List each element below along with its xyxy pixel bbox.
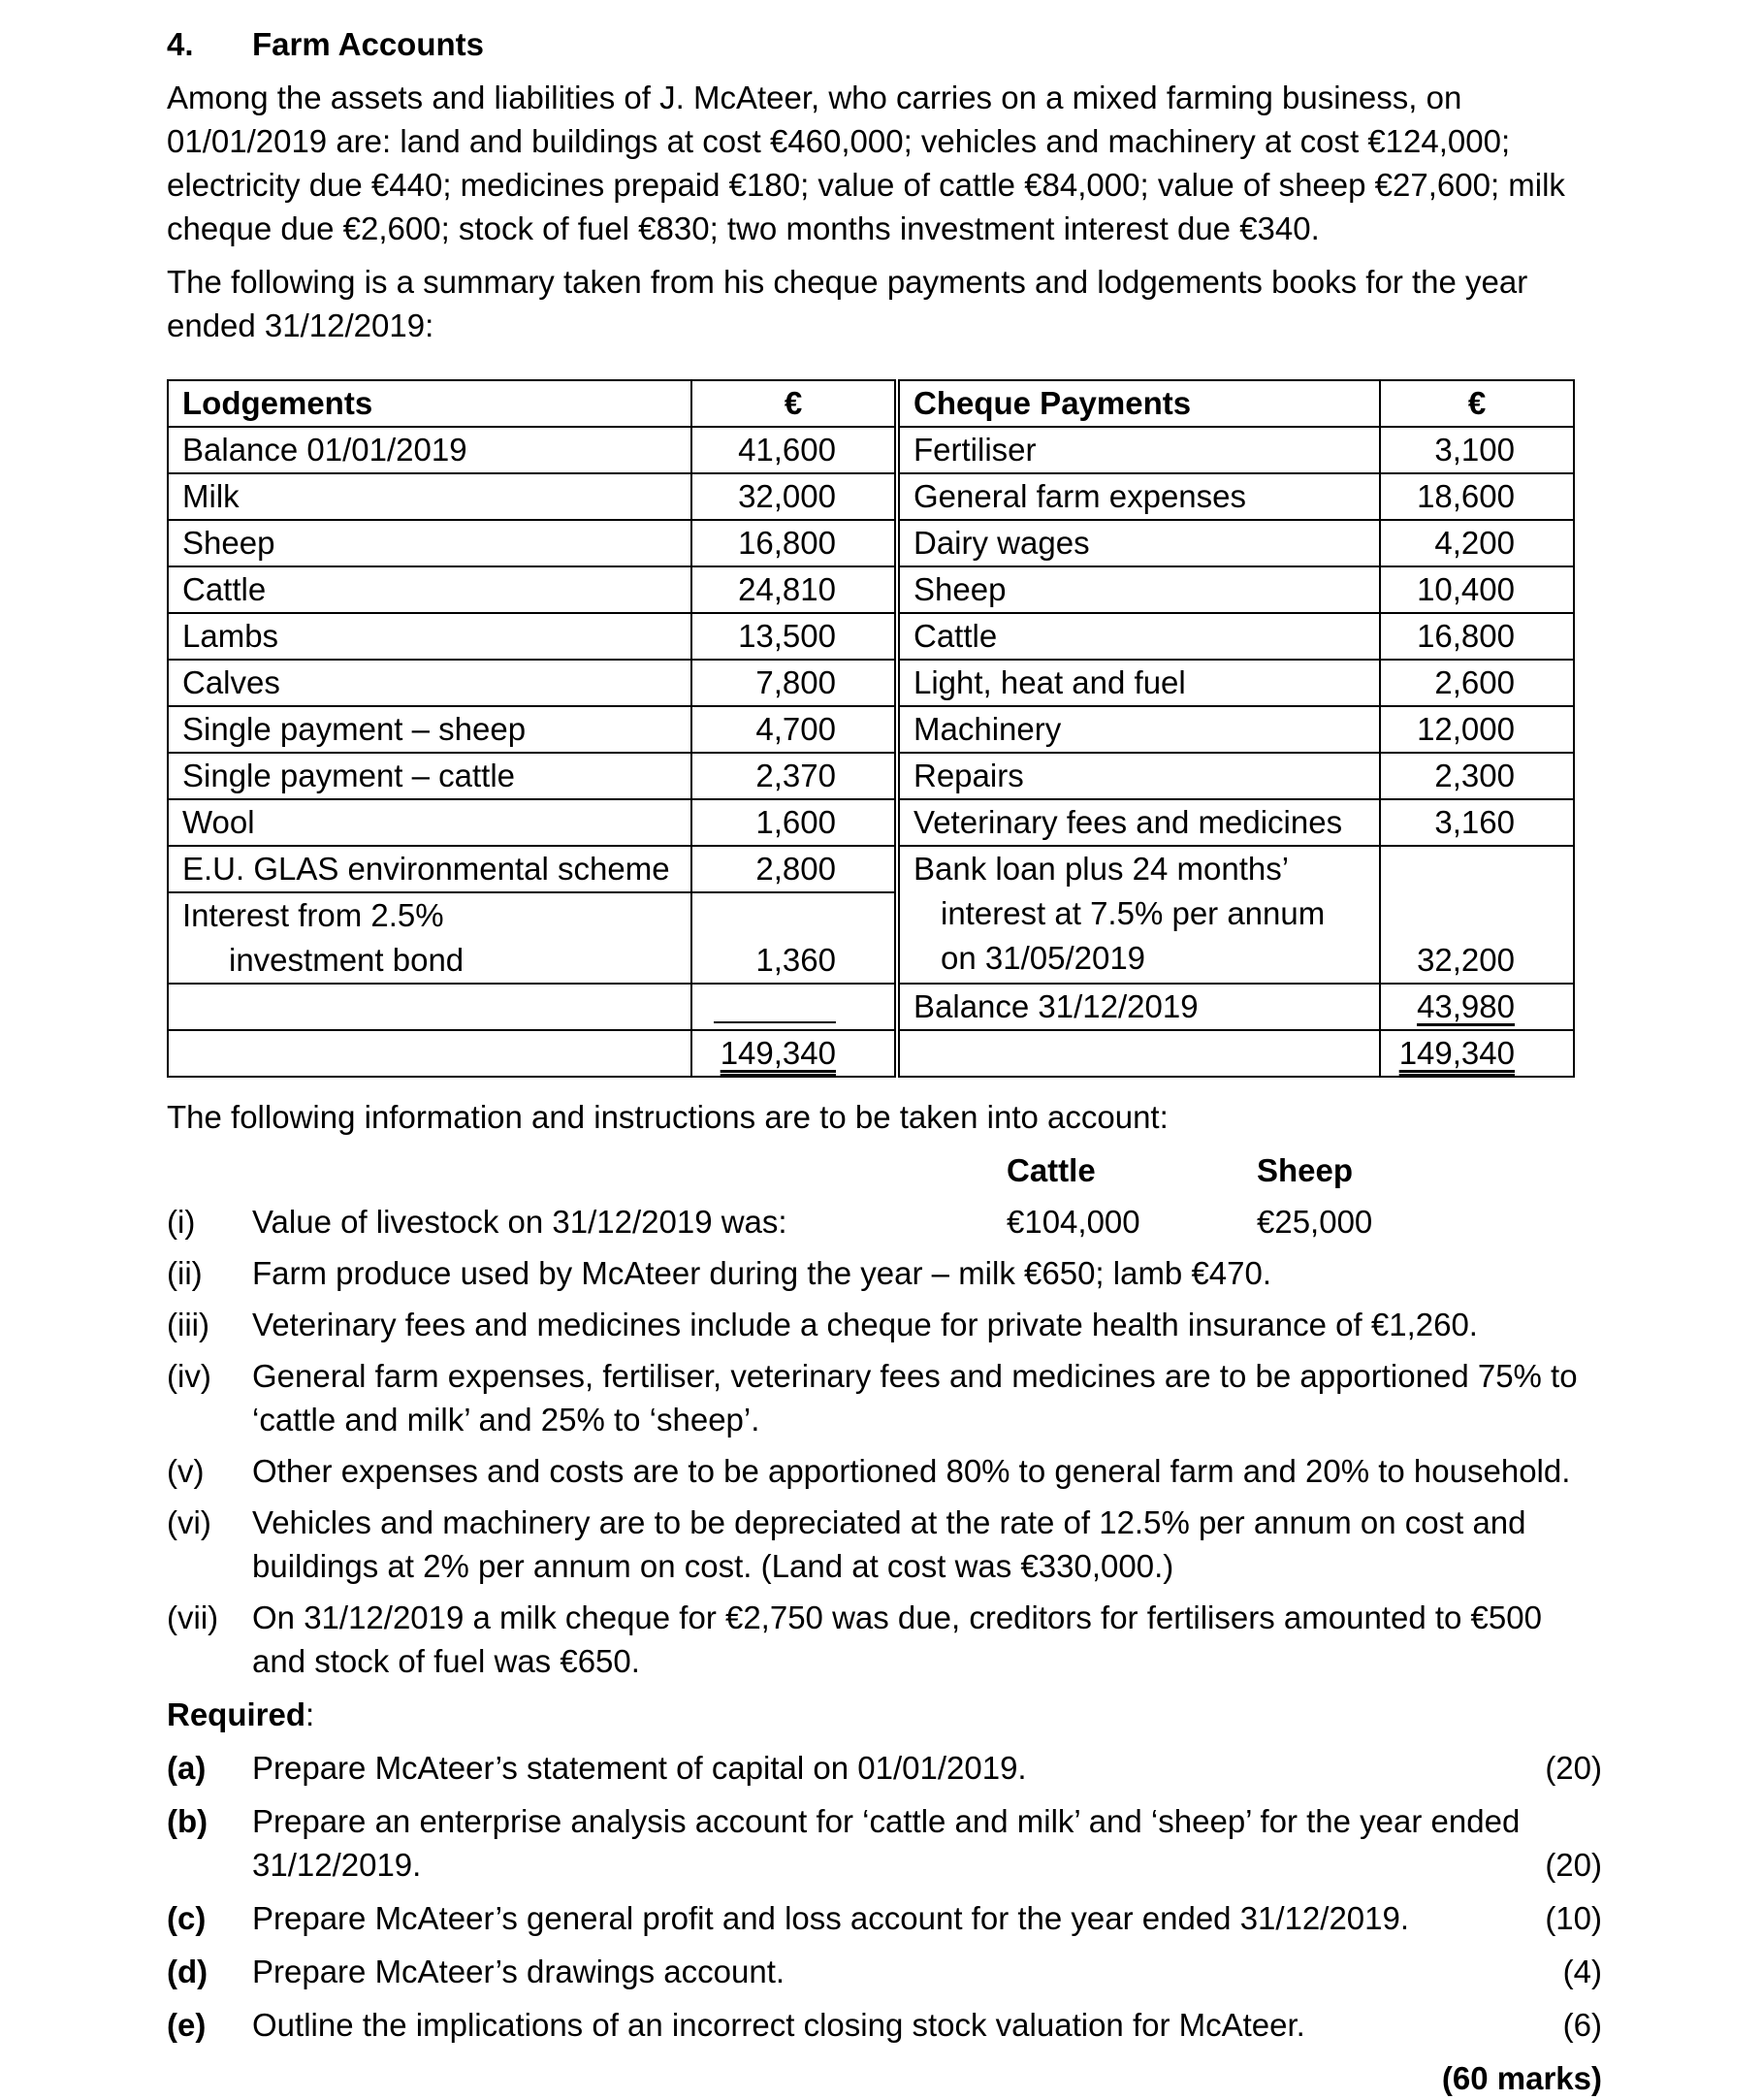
bank-loan-line-1: Bank loan plus 24 months’ — [914, 851, 1290, 887]
payment-label: Repairs — [897, 753, 1380, 799]
payment-amount: 16,800 — [1380, 613, 1574, 660]
req-label: (c) — [167, 1900, 207, 1936]
req-text: Prepare McAteer’s statement of capital on 01/01/2019. — [252, 1750, 1027, 1786]
item-label: (iii) — [167, 1307, 209, 1342]
interest-line-1: Interest from 2.5% — [182, 897, 444, 933]
livestock-headers — [167, 1148, 1602, 1192]
lodgements-payments-table — [167, 379, 1575, 1078]
lodgement-label: Cattle — [168, 566, 691, 613]
intro-paragraph: Among the assets and liabilities of J. McAteer, who carries on a mixed farming business, on 01/01/2019 are: land and buildings at cost €460,000; vehicles and machinery at cost €124,000; electricity due €440; medicines prepaid €180; value of cattle €84,000; value of sheep €27,600; milk cheque due €2,600; stock of fuel €830; two months investment interest due €340. — [167, 80, 1565, 246]
intro-paragraph-2: The following is a summary taken from his cheque payments and lodgements books for the year ended 31/12/2019: — [167, 264, 1528, 343]
lodgement-amount: 13,500 — [691, 613, 897, 660]
interest-cell — [168, 892, 691, 984]
item-label: (vii) — [167, 1599, 219, 1635]
question-title — [167, 19, 1602, 68]
lodgement-amount: 7,800 — [691, 660, 897, 706]
payment-label: Light, heat and fuel — [897, 660, 1380, 706]
question-heading: Farm Accounts — [252, 25, 484, 62]
list-item — [167, 1449, 1602, 1493]
lodgement-amount: 2,370 — [691, 753, 897, 799]
table-row — [168, 427, 1574, 473]
table-row — [168, 753, 1574, 799]
lodgements-header: Lodgements — [168, 380, 691, 427]
question-page — [167, 19, 1602, 2100]
item-label: (i) — [167, 1204, 196, 1240]
list-item — [167, 1354, 1602, 1441]
payment-amount: 4,200 — [1380, 520, 1574, 566]
payment-label: Veterinary fees and medicines — [897, 799, 1380, 846]
item-text: Value of livestock on 31/12/2019 was: — [252, 1204, 787, 1240]
req-marks: (20) — [1545, 1847, 1602, 1883]
lodgement-label: E.U. GLAS environmental scheme — [168, 846, 691, 892]
payment-label: Sheep — [897, 566, 1380, 613]
payment-amount: 12,000 — [1380, 706, 1574, 753]
interest-amount: 1,360 — [691, 892, 897, 984]
lodgement-label: Lambs — [168, 613, 691, 660]
lodgement-amount: 24,810 — [691, 566, 897, 613]
item-text: On 31/12/2019 a milk cheque for €2,750 was due, creditors for fertilisers amounted to €500 and stock of fuel was €650. — [252, 1599, 1542, 1679]
req-marks: (20) — [1545, 1750, 1602, 1786]
required-label: Required — [167, 1696, 306, 1732]
bank-loan-cell — [897, 846, 1380, 984]
lodgement-label: Milk — [168, 473, 691, 520]
lodgement-amount: 4,700 — [691, 706, 897, 753]
lodgement-label: Sheep — [168, 520, 691, 566]
required-colon: : — [305, 1696, 315, 1732]
table-row — [168, 473, 1574, 520]
lodgement-label: Calves — [168, 660, 691, 706]
table-row — [168, 566, 1574, 613]
required-heading — [167, 1693, 1602, 1736]
total-marks: (60 marks) — [1441, 2060, 1602, 2096]
payment-amount: 18,600 — [1380, 473, 1574, 520]
lodgement-amount: 41,600 — [691, 427, 897, 473]
table-row — [168, 660, 1574, 706]
list-item — [167, 1501, 1602, 1588]
payment-amount: 2,600 — [1380, 660, 1574, 706]
req-text: Prepare McAteer’s drawings account. — [252, 1954, 785, 1989]
sheep-header: Sheep — [1257, 1152, 1354, 1188]
payments-total: 149,340 — [1398, 1035, 1515, 1071]
lodgement-label: Single payment – cattle — [168, 753, 691, 799]
bank-loan-line-3: on 31/05/2019 — [941, 940, 1146, 976]
cheque-payments-header: Cheque Payments — [897, 380, 1380, 427]
table-row — [168, 846, 1574, 892]
empty-cell — [897, 1030, 1380, 1077]
req-marks: (6) — [1562, 2007, 1602, 2043]
table-totals-row — [168, 1030, 1574, 1077]
list-item — [167, 1596, 1602, 1683]
closing-balance-amount: 43,980 — [1417, 988, 1515, 1024]
list-item — [167, 1799, 1602, 1887]
question-number: 4. — [167, 25, 194, 62]
lodgement-label: Wool — [168, 799, 691, 846]
req-label: (a) — [167, 1750, 207, 1786]
sheep-value: €25,000 — [1257, 1204, 1373, 1240]
lodgement-amount: 1,600 — [691, 799, 897, 846]
item-label: (v) — [167, 1453, 205, 1489]
lodgement-label: Balance 01/01/2019 — [168, 427, 691, 473]
list-item — [167, 2003, 1602, 2047]
req-label: (e) — [167, 2007, 207, 2043]
item-text: Vehicles and machinery are to be depreciated at the rate of 12.5% per annum on cost and buildings at 2% per annum on cost. (Land at cost was €330,000.) — [252, 1504, 1526, 1584]
currency-header-right: € — [1380, 380, 1574, 427]
bank-loan-amount: 32,200 — [1380, 846, 1574, 984]
cattle-value: €104,000 — [1007, 1204, 1140, 1240]
list-item — [167, 1896, 1602, 1940]
lodgement-amount: 32,000 — [691, 473, 897, 520]
lodgement-amount: 2,800 — [691, 846, 897, 892]
currency-header-left: € — [691, 380, 897, 427]
list-item — [167, 1251, 1602, 1295]
table-row — [168, 984, 1574, 1030]
subtotal-rule — [691, 984, 897, 1030]
item-label: (vi) — [167, 1504, 211, 1540]
empty-cell — [168, 984, 691, 1030]
interest-line-2: investment bond — [229, 942, 465, 978]
item-text: Other expenses and costs are to be apportioned 80% to general farm and 20% to household. — [252, 1453, 1571, 1489]
payment-label: General farm expenses — [897, 473, 1380, 520]
table-header-row — [168, 380, 1574, 427]
req-text: Prepare an enterprise analysis account for ‘cattle and milk’ and ‘sheep’ for the year ended — [252, 1803, 1521, 1839]
payment-label: Machinery — [897, 706, 1380, 753]
table-row — [168, 799, 1574, 846]
bank-loan-line-2: interest at 7.5% per annum — [941, 895, 1326, 931]
table-row — [168, 613, 1574, 660]
req-text: Prepare McAteer’s general profit and loss account for the year ended 31/12/2019. — [252, 1900, 1410, 1936]
payments-total-cell — [1380, 1030, 1574, 1077]
item-text: Veterinary fees and medicines include a cheque for private health insurance of €1,260. — [252, 1307, 1478, 1342]
list-item — [167, 1303, 1602, 1346]
req-marks: (10) — [1545, 1900, 1602, 1936]
payment-label: Fertiliser — [897, 427, 1380, 473]
information-section — [167, 1095, 1602, 1683]
payment-label: Balance 31/12/2019 — [897, 984, 1380, 1030]
cattle-header: Cattle — [1007, 1152, 1096, 1188]
req-label: (b) — [167, 1803, 208, 1839]
list-item — [167, 1950, 1602, 1993]
information-lead: The following information and instructions are to be taken into account: — [167, 1099, 1169, 1135]
payment-amount: 3,100 — [1380, 427, 1574, 473]
item-label: (iv) — [167, 1358, 211, 1394]
list-item — [167, 1746, 1602, 1790]
item-label: (ii) — [167, 1255, 203, 1291]
list-item — [167, 1200, 1602, 1244]
item-text: General farm expenses, fertiliser, veterinary fees and medicines are to be apportioned 75% to ‘cattle and milk’ and 25% to ‘sheep’. — [252, 1358, 1578, 1438]
table-row — [168, 706, 1574, 753]
empty-cell — [168, 1030, 691, 1077]
req-text-2: 31/12/2019. — [252, 1847, 422, 1883]
req-marks: (4) — [1562, 1954, 1602, 1989]
table-row — [168, 520, 1574, 566]
lodgements-total-cell — [691, 1030, 897, 1077]
req-text: Outline the implications of an incorrect closing stock valuation for McAteer. — [252, 2007, 1305, 2043]
lodgement-amount: 16,800 — [691, 520, 897, 566]
payment-label: Dairy wages — [897, 520, 1380, 566]
lodgements-total: 149,340 — [720, 1035, 836, 1071]
payment-label: Cattle — [897, 613, 1380, 660]
payment-amount: 2,300 — [1380, 753, 1574, 799]
payment-amount: 10,400 — [1380, 566, 1574, 613]
payment-amount — [1380, 984, 1574, 1030]
payment-amount: 3,160 — [1380, 799, 1574, 846]
lodgement-label: Single payment – sheep — [168, 706, 691, 753]
req-label: (d) — [167, 1954, 208, 1989]
item-text: Farm produce used by McAteer during the year – milk €650; lamb €470. — [252, 1255, 1272, 1291]
